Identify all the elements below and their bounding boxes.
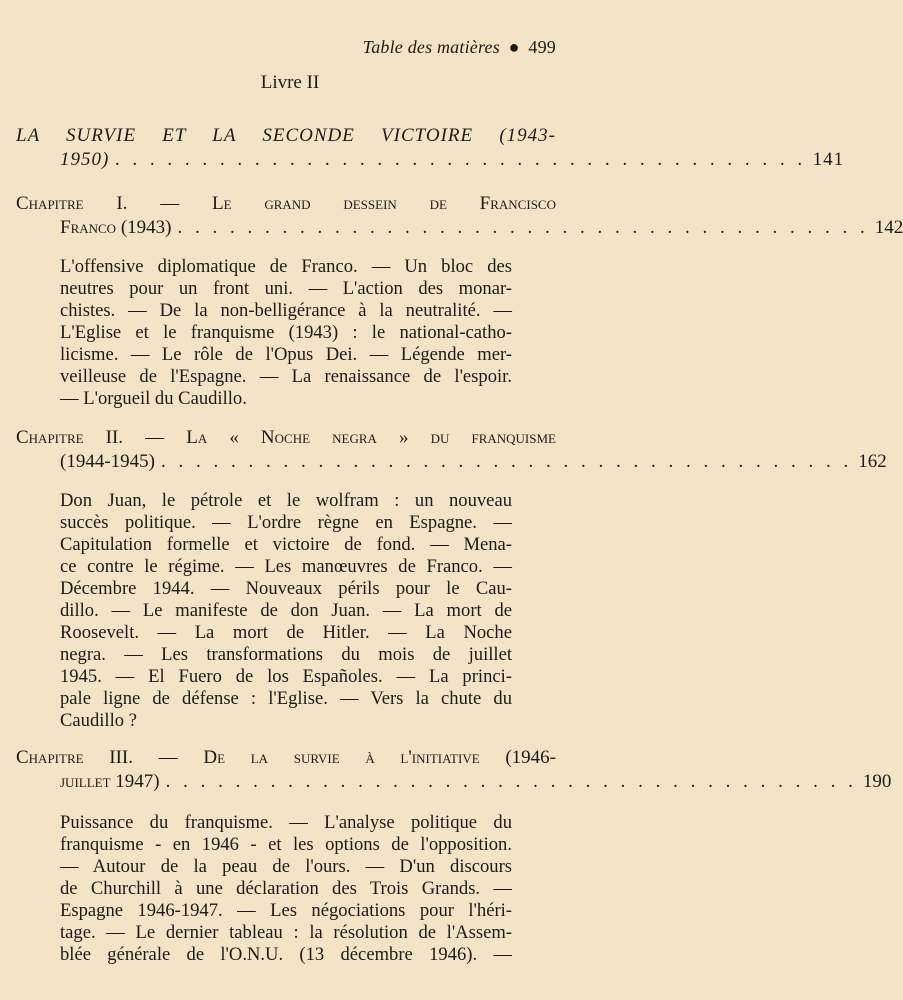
leader-dots: . . . . . . . . . . . . . . . . . . . . . . . . . . . . . . . . . . . . . . . . — [160, 451, 853, 472]
toc-entry-title-line1: LA SURVIE ET LA SECONDE VICTOIRE (1943- — [16, 125, 556, 146]
summary-line: negra. — Les transformations du mois de juillet — [60, 644, 512, 665]
summary-line: — Autour de la peau de l'ours. — D'un discours — [60, 856, 512, 877]
summary-line: licisme. — Le rôle de l'Opus Dei. — Légende mer- — [60, 344, 512, 365]
summary-line: Roosevelt. — La mort de Hitler. — La Noche — [60, 622, 512, 643]
chapter-2-summary — [60, 490, 512, 732]
toc-entry-chapter-2 — [16, 426, 887, 474]
summary-line: — L'orgueil du Caudillo. — [60, 388, 247, 409]
summary-line: Espagne 1946-1947. — Les négociations pour l'héri- — [60, 900, 512, 921]
summary-line: dillo. — Le manifeste de don Juan. — La mort de — [60, 600, 512, 621]
summary-line: franquisme - en 1946 - et les options de l'opposition. — [60, 834, 512, 855]
toc-entry-chapter-3 — [16, 746, 892, 794]
summary-line: Puissance du franquisme. — L'analyse politique du — [60, 812, 512, 833]
toc-entry-page: 141 — [812, 149, 845, 170]
bullet-icon: ● — [508, 37, 520, 57]
summary-line: Don Juan, le pétrole et le wolfram : un nouveau — [60, 490, 512, 511]
summary-line: Caudillo ? — [60, 710, 137, 731]
summary-line: chistes. — De la non-belligérance à la neutralité. — — [60, 300, 512, 321]
summary-line: tage. — Le dernier tableau : la résolution de l'Assem- — [60, 922, 512, 943]
leader-dots: . . . . . . . . . . . . . . . . . . . . . . . . . . . . . . . . . . . . . . . . — [165, 771, 857, 792]
chapter-title-line2 — [16, 770, 892, 794]
toc-entry-title-continuation: 1950) — [60, 149, 110, 170]
summary-line: L'offensive diplomatique de Franco. — Un bloc des — [60, 256, 512, 277]
summary-line: 1945. — El Fuero de los Españoles. — La princi- — [60, 666, 512, 687]
summary-line: neutres pour un front uni. — L'action des monar- — [60, 278, 512, 299]
summary-line: de Churchill à une déclaration des Trois Grands. — — [60, 878, 512, 899]
running-head-title: Table des matières — [362, 37, 500, 57]
summary-line: Capitulation formelle et victoire de fond. — Mena- — [60, 534, 512, 555]
leader-dots: . . . . . . . . . . . . . . . . . . . . . . . . . . . . . . . . . . . . . . . . — [177, 217, 869, 238]
summary-line: blée générale de l'O.N.U. (13 décembre 1946). — — [60, 944, 512, 965]
summary-line: L'Eglise et le franquisme (1943) : le national-catho- — [60, 322, 512, 343]
chapter-page: 162 — [858, 451, 887, 472]
running-head — [363, 37, 556, 58]
chapter-title-continuation: Franco (1943) — [60, 217, 172, 238]
chapter-title-line1: Chapitre II. — La « Noche negra » du franquisme — [16, 427, 556, 448]
summary-line: pale ligne de défense : l'Eglise. — Vers la chute du — [60, 688, 512, 709]
chapter-1-summary — [60, 256, 512, 410]
book-label: Livre II — [260, 72, 320, 93]
chapter-3-summary — [60, 812, 512, 966]
chapter-page: 190 — [862, 771, 892, 792]
toc-entry-chapter-1 — [16, 192, 903, 240]
leader-dots: . . . . . . . . . . . . . . . . . . . . . . . . . . . . . . . . . . . . . . . . — [115, 149, 807, 170]
summary-line: succès politique. — L'ordre règne en Espagne. — — [60, 512, 512, 533]
chapter-title-continuation: (1944-1945) — [60, 451, 155, 472]
toc-entry-title-line2 — [16, 148, 845, 172]
summary-line: Décembre 1944. — Nouveaux périls pour le Cau- — [60, 578, 512, 599]
chapter-page: 142 — [874, 217, 903, 238]
chapter-title-line1: Chapitre I. — Le grand dessein de Francisco — [16, 193, 556, 214]
summary-line: ce contre le régime. — Les manœuvres de Franco. — — [60, 556, 512, 577]
chapter-title-continuation: juillet 1947) — [60, 771, 160, 792]
page-number: 499 — [528, 37, 556, 57]
chapter-title-line1: Chapitre III. — De la survie à l'initiative (1946- — [16, 747, 556, 768]
chapter-title-line2 — [16, 216, 903, 240]
chapter-title-line2 — [16, 450, 887, 474]
summary-line: veilleuse de l'Espagne. — La renaissance de l'espoir. — [60, 366, 512, 387]
toc-entry-part — [16, 124, 845, 172]
